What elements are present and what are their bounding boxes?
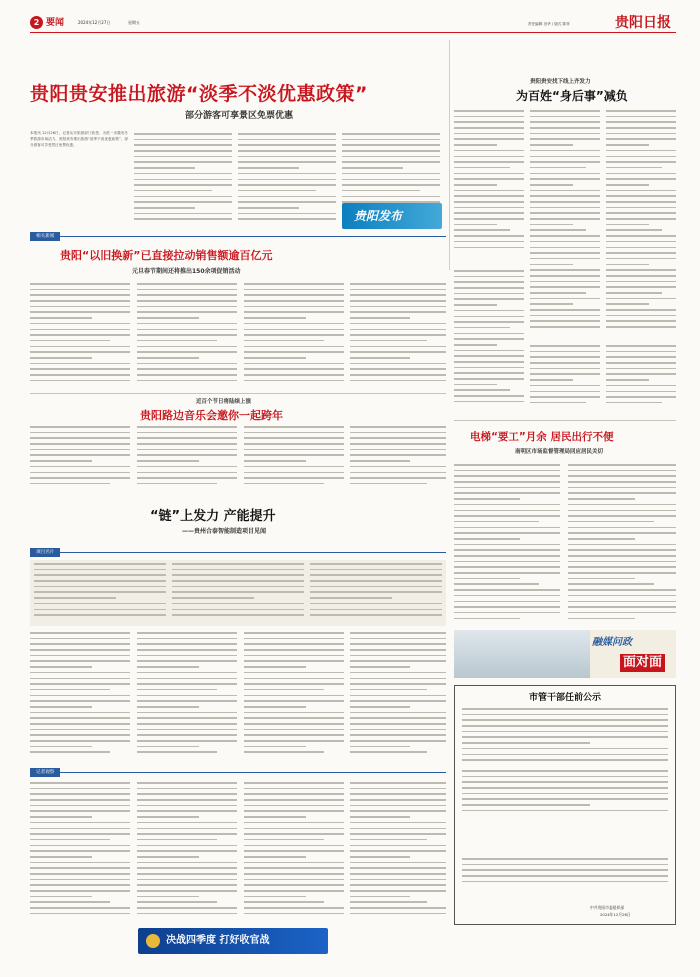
trade-in-col1	[30, 283, 130, 388]
related-news-label	[30, 232, 446, 241]
civic-media-image	[454, 630, 590, 678]
concert-kicker: 近百个节日将陆续上演	[196, 399, 252, 405]
trade-in-subheadline: 元旦春节期间还将推出150余项促销活动	[132, 268, 241, 275]
supply-chain-col4	[350, 632, 446, 762]
project-intro-col2	[172, 563, 304, 623]
trade-in-headline: 贵阳“以旧换新”已直接拉动销售额逾百亿元	[60, 249, 273, 262]
elevator-headline: 电梯“要工”月余 居民出行不便	[470, 431, 614, 443]
bottom-banner-text: 决战四季度 打好收官战	[166, 935, 270, 946]
notice-body-1	[462, 708, 668, 766]
notice-title: 市管干部任前公示	[528, 693, 601, 703]
reporter-notes-col3	[244, 782, 344, 924]
lead-subheadline: 部分游客可享景区免票优惠	[185, 111, 294, 121]
right-top-kicker: 贵阳贵安找下线上齐发力	[530, 79, 591, 85]
elevator-col1	[454, 464, 560, 624]
project-intro-label	[30, 548, 446, 557]
reporter-notes-rule	[60, 772, 446, 773]
concert-headline: 贵阳路边音乐会邀你一起跨年	[140, 409, 283, 422]
right-top-col3	[606, 110, 676, 340]
page-number-badge: 2	[30, 16, 43, 29]
column-divider	[449, 40, 450, 270]
reporter-notes-col2	[137, 782, 237, 924]
masthead-rule	[30, 32, 676, 33]
elevator-subheadline: 南明区市场监督管理局回应居民关切	[515, 449, 604, 455]
related-news-rule	[60, 236, 446, 237]
lead-headline: 贵阳贵安推出旅游“淡季不淡优惠政策”	[30, 83, 368, 105]
masthead	[30, 16, 676, 32]
reporter-notes-tag: 记者观察	[30, 768, 60, 777]
trade-in-col5	[454, 270, 524, 410]
related-news-tag: 相关新闻	[30, 232, 60, 241]
divider-right-mid	[454, 420, 676, 421]
project-intro-col3	[310, 563, 442, 623]
reporter-notes-col4	[350, 782, 446, 924]
right-top-col1	[454, 110, 524, 260]
supply-chain-headline: “链”上发力 产能提升	[150, 509, 276, 524]
divider-after-trade-in	[30, 393, 446, 394]
elevator-col2	[568, 464, 676, 624]
notice-footer-org: 中共贵阳市委组织部	[590, 905, 625, 910]
civic-media-brand: 融媒问政	[592, 637, 632, 648]
project-intro-rule	[60, 552, 446, 553]
release-logo-text: 贵阳发布	[354, 209, 403, 223]
bottom-banner-icon	[146, 934, 160, 948]
trade-in-col4	[350, 283, 446, 388]
notice-footer-date: 2024年12月26日	[600, 912, 631, 917]
issue-date: 2024年12月27日	[78, 20, 111, 25]
trade-in-col7	[606, 345, 676, 410]
lead-body-intro: 本报讯 12月26日，记者从市旅游部门获悉，为进一步激发冬季旅游市场活力，贵阳贵安推出旅游“淡季不淡优惠政策”，部分游客可享受景区免票优惠。	[30, 131, 128, 147]
concert-col4	[350, 426, 446, 491]
trade-in-col6	[530, 345, 600, 410]
supply-chain-col2	[137, 632, 237, 762]
concert-col1	[30, 426, 130, 491]
trade-in-col3	[244, 283, 344, 388]
paper-logo: 贵阳日报	[615, 15, 671, 31]
supply-chain-col1	[30, 632, 130, 762]
supply-chain-subheadline: ——贵州合泰智能制造项目见闻	[182, 528, 267, 535]
lead-body-col3	[238, 133, 336, 228]
supply-chain-col3	[244, 632, 344, 762]
reporter-notes-label	[30, 768, 446, 777]
notice-blank	[462, 822, 668, 854]
project-intro-tag: 项目名片	[30, 548, 60, 557]
issue-weekday: 星期五	[128, 20, 140, 25]
project-intro-col1	[34, 563, 166, 623]
lead-body-col2	[134, 133, 232, 228]
editors-credit: 责任编辑 田华 / 版式 陈菲	[528, 22, 570, 26]
guiyang-release-logo	[342, 203, 442, 229]
civic-media-tag: 面对面	[620, 654, 665, 672]
notice-body-2	[462, 770, 668, 818]
concert-col3	[244, 426, 344, 491]
section-name: 要闻	[46, 18, 65, 28]
reporter-notes-col1	[30, 782, 130, 924]
notice-body-3	[462, 858, 668, 888]
trade-in-col2	[137, 283, 237, 388]
concert-col2	[137, 426, 237, 491]
right-top-headline: 为百姓“身后事”减负	[516, 89, 628, 103]
right-top-col2	[530, 110, 600, 340]
